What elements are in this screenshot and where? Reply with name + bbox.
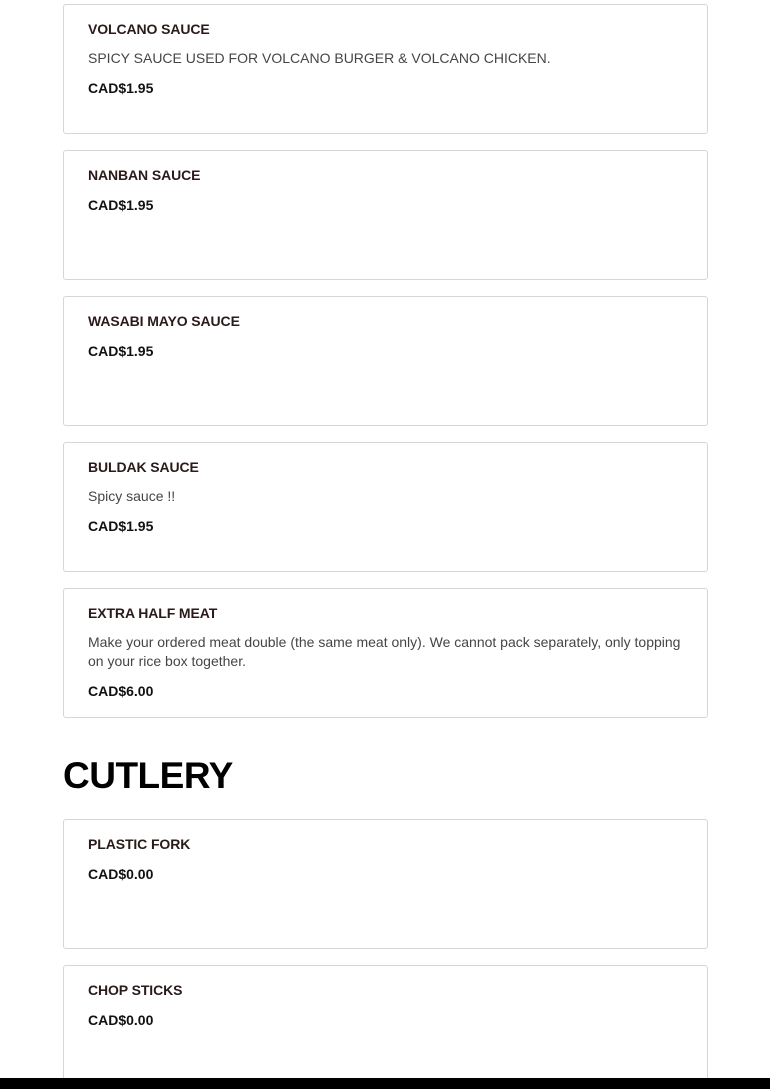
menu-item-card-extra-half-meat[interactable] — [63, 588, 708, 718]
item-price: CAD$0.00 — [88, 866, 154, 882]
menu-item-card-wasabi-mayo-sauce[interactable] — [63, 296, 708, 426]
menu-item-card-buldak-sauce[interactable] — [63, 442, 708, 572]
cutlery-item-list — [63, 819, 708, 1089]
section-title-cutlery: CUTLERY — [63, 755, 233, 796]
menu-item-card-nanban-sauce[interactable] — [63, 150, 708, 280]
item-name: BULDAK SAUCE — [88, 459, 199, 475]
menu-item-card-plastic-fork[interactable] — [63, 819, 708, 949]
item-price: CAD$1.95 — [88, 518, 154, 534]
menu-item-card-volcano-sauce[interactable] — [63, 4, 708, 134]
item-price: CAD$6.00 — [88, 683, 154, 699]
item-description: Spicy sauce !! — [88, 488, 176, 504]
item-price: CAD$1.95 — [88, 197, 154, 213]
item-price: CAD$1.95 — [88, 343, 154, 359]
item-name: PLASTIC FORK — [88, 836, 191, 852]
item-name: WASABI MAYO SAUCE — [88, 313, 240, 329]
item-description: Make your ordered meat double (the same meat only). We cannot pack separately, only topping on your rice box together. — [88, 634, 681, 669]
item-name: VOLCANO SAUCE — [88, 21, 210, 37]
item-price: CAD$1.95 — [88, 80, 154, 96]
item-price: CAD$0.00 — [88, 1012, 154, 1028]
item-name: CHOP STICKS — [88, 982, 183, 998]
sauce-item-list — [63, 4, 708, 718]
item-name: EXTRA HALF MEAT — [88, 605, 218, 621]
bottom-bar — [0, 1078, 770, 1089]
item-name: NANBAN SAUCE — [88, 167, 201, 183]
item-description: SPICY SAUCE USED FOR VOLCANO BURGER & VOLCANO CHICKEN. — [88, 50, 551, 66]
menu-item-card-chop-sticks[interactable] — [63, 965, 708, 1089]
